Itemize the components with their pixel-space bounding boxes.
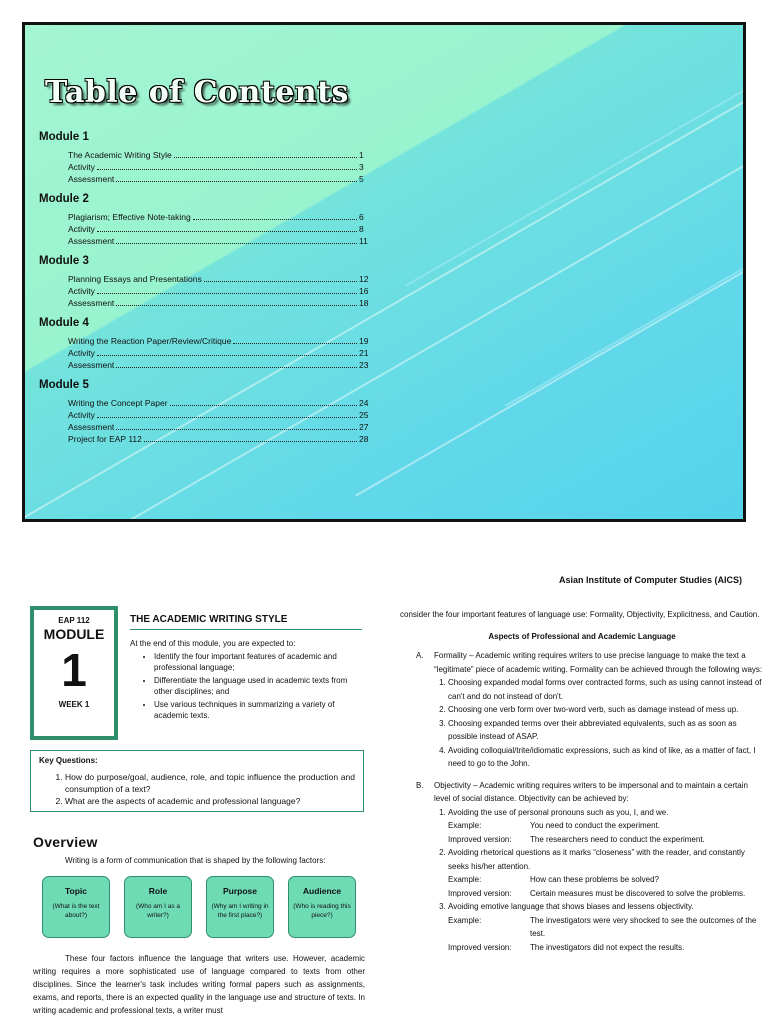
toc-entry[interactable] [68, 335, 369, 347]
factor-name: Audience [302, 886, 342, 896]
toc-entry-label: Activity [68, 410, 95, 420]
dot-leader [97, 417, 357, 418]
dot-leader [97, 293, 357, 294]
factor-audience [288, 876, 356, 938]
dot-leader [116, 181, 357, 182]
factor-name: Role [148, 886, 168, 896]
overview-heading: Overview [33, 834, 98, 850]
aspect-objectivity [400, 779, 764, 955]
aspect-letter: B. [416, 780, 424, 790]
dot-leader [174, 157, 357, 158]
objective-item: • Use various techniques in summarizing a variety of academic texts. [154, 699, 365, 721]
factor-role [124, 876, 192, 938]
toc-page-number: 24 [359, 398, 369, 408]
features-intro: consider the four important features of language use: Formality, Objectivity, Explicitness, and Caution. [400, 610, 760, 619]
factor-question: (Why am I writing in the first place?) [211, 903, 269, 919]
toc-module [39, 255, 369, 309]
toc-entry[interactable] [68, 173, 369, 185]
toc-entry[interactable] [68, 409, 369, 421]
decorative-streak [405, 22, 746, 287]
toc-page-number: 19 [359, 336, 369, 346]
example-text: You need to conduct the experiment. [530, 821, 661, 830]
example-label: Example: [448, 875, 482, 884]
toc-entry[interactable] [68, 235, 369, 247]
toc-module-name: Module 3 [39, 255, 89, 267]
objectivity-item [448, 806, 764, 847]
lesson-title: THE ACADEMIC WRITING STYLE [130, 614, 362, 630]
learning-objectives [130, 638, 365, 723]
toc-entry-label: Assessment [68, 298, 115, 308]
factor-question: (Who am I as a writer?) [135, 903, 181, 919]
module-badge [30, 606, 118, 740]
toc-page-number: 12 [359, 274, 369, 284]
toc-entry-label: Assessment [68, 236, 115, 246]
toc-entry[interactable] [68, 347, 369, 359]
decorative-streak [355, 22, 746, 497]
factor-purpose [206, 876, 274, 938]
toc-page-number: 8 [359, 224, 364, 234]
example-label: Example: [448, 821, 482, 830]
institute-header: Asian Institute of Computer Studies (AICS) [558, 575, 742, 585]
toc-entry-label: Activity [68, 162, 95, 172]
toc-page-number: 25 [359, 410, 369, 420]
toc-page-number: 21 [359, 348, 369, 358]
toc-page-number: 6 [359, 212, 364, 222]
dot-leader [204, 281, 357, 282]
toc-list [39, 131, 369, 453]
week-label: WEEK 1 [58, 700, 90, 709]
toc-page-number: 11 [359, 236, 368, 246]
key-question-item: 2. What are the aspects of academic and professional language? [65, 795, 355, 807]
aspect-letter: A. [416, 651, 424, 660]
toc-page-number: 1 [359, 150, 364, 160]
module-number: 1 [61, 644, 87, 696]
example-text: How can these problems be solved? [530, 875, 659, 884]
item-text: 1. Avoiding the use of personal pronouns such as you, I, and we. [448, 807, 669, 817]
toc-module [39, 193, 369, 247]
toc-page [22, 22, 746, 522]
toc-entry[interactable] [68, 397, 369, 409]
improved-row [448, 941, 764, 955]
toc-entry-label: Plagiarism; Effective Note-taking [68, 212, 191, 222]
toc-page-number: 5 [359, 174, 364, 184]
module-label: MODULE [43, 626, 105, 642]
toc-entry-label: Planning Essays and Presentations [68, 274, 202, 284]
factor-topic [42, 876, 110, 938]
toc-entry[interactable] [68, 359, 369, 371]
example-row [448, 819, 764, 833]
decorative-streak [505, 22, 746, 407]
toc-entry-label: Assessment [68, 360, 115, 370]
objective-item: • Differentiate the language used in academic texts from other disciplines; and [154, 675, 365, 697]
improved-row [448, 833, 764, 847]
improved-label: Improved version: [448, 834, 512, 844]
item-text: 3. Avoiding emotive language that shows biases and lessens objectivity. [448, 902, 694, 911]
improved-text: The researchers need to conduct the experiment. [530, 834, 705, 844]
dot-leader [116, 243, 357, 244]
formality-item: 4. Avoiding colloquial/trite/idiomatic expressions, such as kind of like, as a matter of fact, I need to go to the John. [448, 744, 764, 771]
dot-leader [170, 405, 357, 406]
example-row [448, 873, 764, 887]
improved-label: Improved version: [448, 888, 512, 898]
key-questions-box [30, 750, 364, 812]
toc-entry-label: Project for EAP 112 [68, 434, 142, 444]
toc-page-number: 27 [359, 422, 369, 432]
formality-item: 2. Choosing one verb form over two-word verb, such as damage instead of mess up. [448, 703, 764, 717]
toc-entry-label: The Academic Writing Style [68, 150, 172, 160]
toc-module [39, 317, 369, 371]
key-question-item: 1. How do purpose/goal, audience, role, and topic influence the production and consumption of a text? [65, 771, 355, 795]
objective-item: • Identify the four important features of academic and professional language; [154, 651, 365, 673]
aspects-heading: Aspects of Professional and Academic Language [488, 631, 676, 641]
key-questions-heading: Key Questions: [39, 756, 98, 765]
objectivity-item [448, 900, 764, 954]
toc-entry[interactable] [68, 297, 369, 309]
module-page [0, 560, 768, 1024]
objectivity-item [448, 846, 764, 900]
toc-entry-label: Activity [68, 286, 95, 296]
toc-page-number: 16 [359, 286, 369, 296]
item-text: 2. Avoiding rhetorical questions as it marks “closeness” with the reader, and constantly seeks his/her attention. [448, 848, 745, 871]
improved-text: Certain measures must be discovered to solve the problems. [530, 888, 746, 898]
toc-module-name: Module 4 [39, 317, 89, 329]
improved-label: Improved version: [448, 942, 512, 952]
dot-leader [116, 305, 357, 306]
dot-leader [193, 219, 357, 220]
overview-paragraph: These four factors influence the language that writers use. However, academic writing requires a more sophisticated use of language compared to texts from other disciplines. Since the learner's task includes writing formal papers such as assignments, exams, and reports, there is an expected quality in the language use and structure of texts. In writing academic and professional texts, a writer must [33, 954, 365, 1015]
toc-page-number: 28 [359, 434, 369, 444]
toc-entry[interactable] [68, 211, 369, 223]
factor-name: Topic [64, 886, 88, 896]
toc-title: Table of Contents [45, 75, 349, 110]
toc-entry-label: Activity [68, 348, 95, 358]
toc-entry-label: Writing the Concept Paper [68, 398, 168, 408]
dot-leader [97, 231, 357, 232]
dot-leader [116, 367, 357, 368]
toc-module-name: Module 5 [39, 379, 89, 391]
toc-module-name: Module 1 [39, 131, 89, 143]
example-label: Example: [448, 915, 482, 925]
toc-page-number: 3 [359, 162, 364, 172]
formality-item: 3. Choosing expanded terms over their abbreviated equivalents, such as as soon as possible instead of ASAP. [448, 717, 764, 744]
toc-entry[interactable] [68, 161, 369, 173]
toc-entry[interactable] [68, 223, 369, 235]
toc-module [39, 379, 369, 445]
toc-entry[interactable] [68, 285, 369, 297]
factor-question: (What is the text about?) [52, 903, 100, 919]
dot-leader [97, 355, 357, 356]
toc-entry-label: Writing the Reaction Paper/Review/Critique [68, 336, 232, 346]
toc-entry-label: Assessment [68, 174, 115, 184]
factor-name: Purpose [222, 886, 257, 896]
toc-entry[interactable] [68, 273, 369, 285]
toc-entry[interactable] [68, 149, 369, 161]
toc-entry-label: Activity [68, 224, 95, 234]
example-text: The investigators were very shocked to see the outcomes of the test. [530, 915, 757, 938]
toc-page-number: 18 [359, 298, 369, 308]
toc-entry[interactable] [68, 433, 369, 445]
toc-entry-label: Assessment [68, 422, 115, 432]
dot-leader [97, 169, 357, 170]
example-row [448, 914, 764, 941]
toc-entry[interactable] [68, 421, 369, 433]
formality-item: 1. Choosing expanded modal forms over contracted forms, such as using cannot instead of can't and do not instead of don't. [448, 676, 764, 703]
toc-module [39, 131, 369, 185]
right-column [400, 608, 764, 962]
dot-leader [233, 343, 357, 344]
course-code: EAP 112 [58, 616, 90, 625]
improved-text: The investigators did not expect the results. [530, 942, 685, 952]
toc-page-number: 23 [359, 360, 369, 370]
dot-leader [116, 429, 357, 430]
objectives-intro: At the end of this module, you are expected to: [130, 639, 296, 648]
aspect-text: Formality – Academic writing requires writers to use precise language to make the text a “legitimate” piece of academic writing. Formality can be achieved through the following ways: [434, 651, 763, 674]
dot-leader [144, 441, 357, 442]
improved-row [448, 887, 764, 901]
aspect-text: Objectivity – Academic writing requires writers to be impersonal and to maintain a certain level of social distance. Objectivity can be achieved by: [434, 780, 748, 803]
overview-lead: Writing is a form of communication that is shaped by the following factors: [65, 856, 326, 865]
toc-module-name: Module 2 [39, 193, 89, 205]
factor-question: (Who is reading this piece?) [293, 903, 351, 919]
aspect-formality [400, 649, 764, 771]
